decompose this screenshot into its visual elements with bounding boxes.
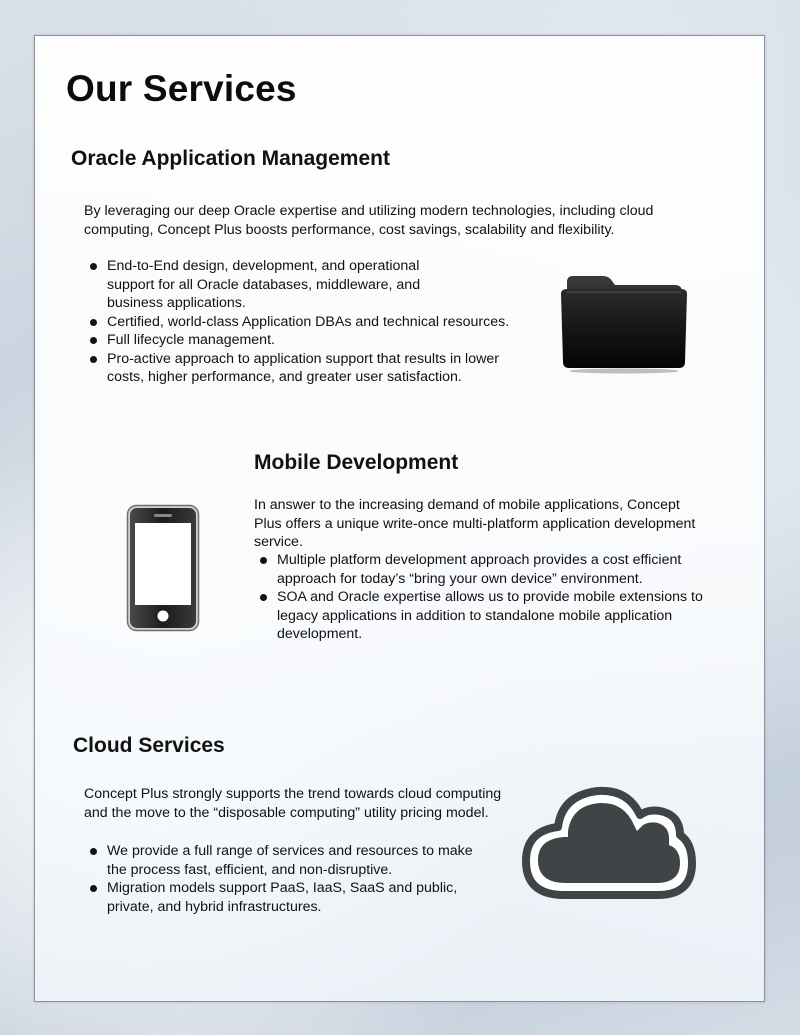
page-title: Our Services: [66, 68, 297, 109]
bullet-list-cloud: [85, 842, 485, 916]
bullet-list-oracle: [85, 257, 535, 387]
list-item: Multiple platform development approach provides a cost efficient approach for today’s “bring your own device” environment.: [255, 551, 710, 588]
list-item: Pro-active approach to application support that results in lower costs, higher performance, and greater user satisfaction.: [85, 350, 535, 387]
section-intro-oracle: By leveraging our deep Oracle expertise and utilizing modern technologies, including cloud computing, Concept Plus boosts performance, cost savings, scalability and flexibility.: [84, 203, 654, 238]
section-title-oracle: Oracle Application Management: [71, 147, 390, 170]
section-intro-cloud: Concept Plus strongly supports the trend towards cloud computing and the move to the “disposable computing” utility pricing model.: [84, 786, 502, 821]
list-item: SOA and Oracle expertise allows us to provide mobile extensions to legacy applications in addition to standalone mobile application development.: [255, 588, 707, 644]
list-item: Full lifecycle management.: [85, 331, 535, 350]
folder-icon: [559, 272, 689, 374]
smartphone-icon: [126, 504, 200, 632]
section-title-mobile: Mobile Development: [254, 451, 459, 474]
section-title-cloud: Cloud Services: [73, 734, 225, 757]
bullet-list-mobile: [255, 551, 710, 644]
list-item: Migration models support PaaS, IaaS, SaaS and public, private, and hybrid infrastructures.: [85, 879, 477, 916]
list-item: Certified, world-class Application DBAs and technical resources.: [85, 313, 535, 332]
list-item: We provide a full range of services and resources to make the process fast, efficient, and non-disruptive.: [85, 842, 485, 879]
services-page-panel: [34, 35, 765, 1002]
cloud-icon: [520, 783, 696, 903]
section-intro-mobile: In answer to the increasing demand of mobile applications, Concept Plus offers a unique write-once multi-platform application development service.: [254, 497, 696, 550]
list-item: End-to-End design, development, and operational support for all Oracle databases, middleware, and business applications.: [85, 257, 442, 313]
